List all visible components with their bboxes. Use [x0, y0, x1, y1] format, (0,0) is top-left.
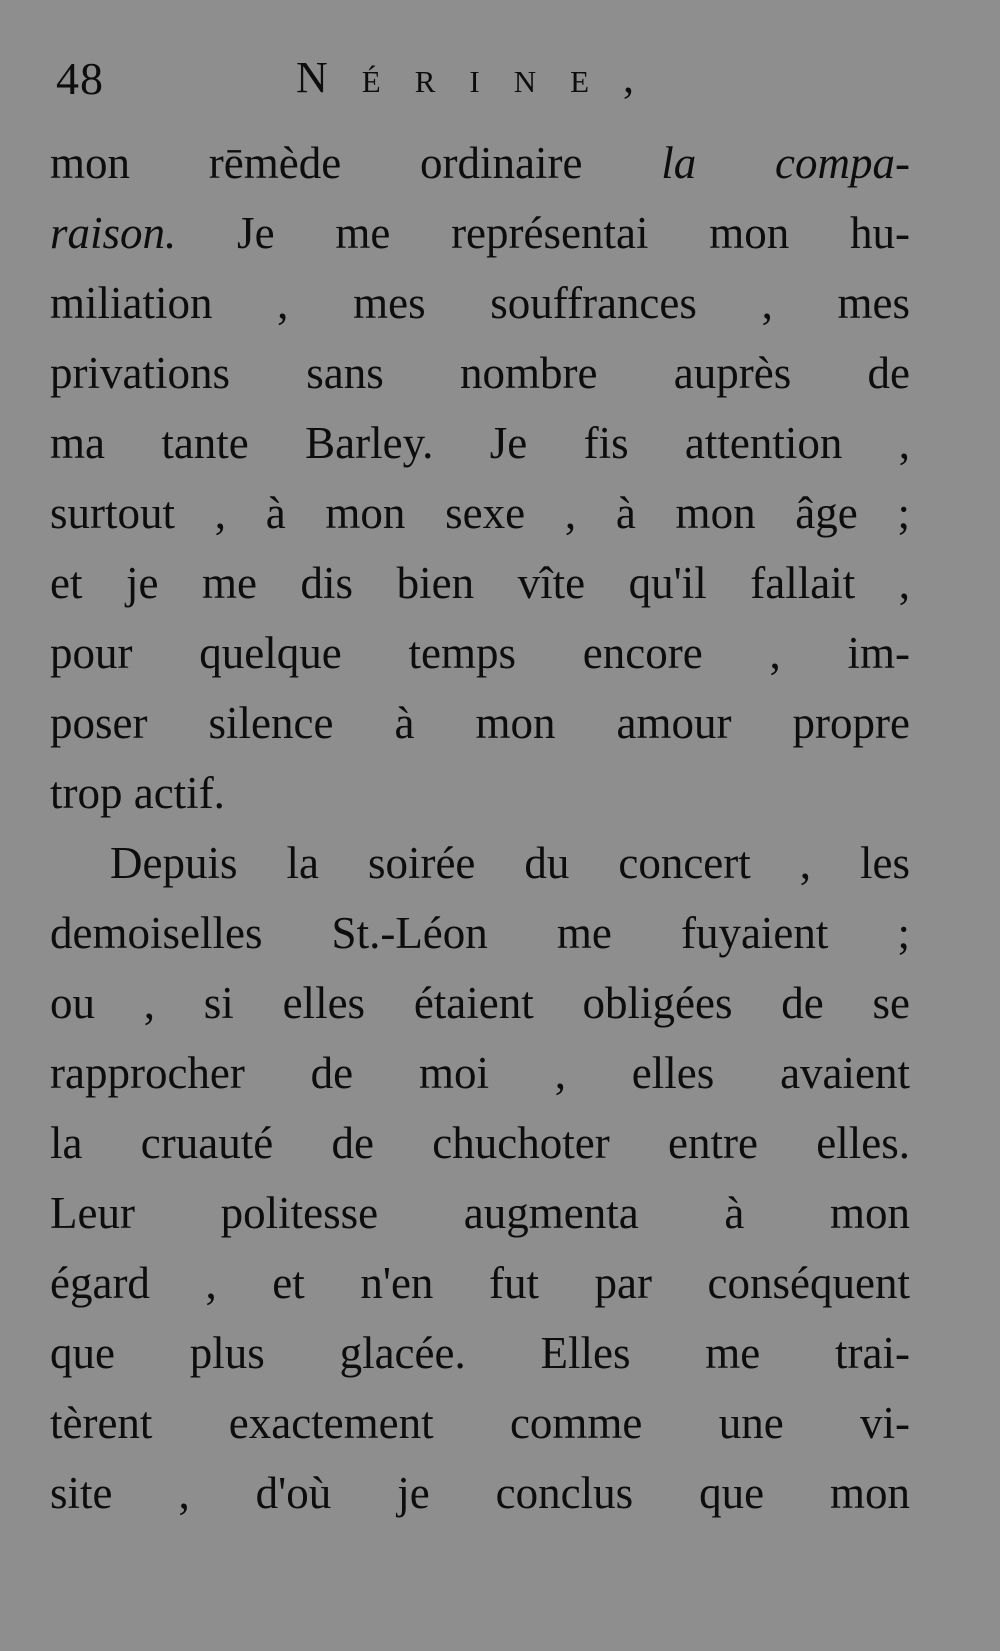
running-title: Nérine,: [296, 53, 669, 102]
text-line: Leur politesse augmenta à mon: [50, 1188, 910, 1238]
text-line: demoiselles St.-Léon me fuyaient ;: [50, 908, 910, 958]
text-line: Depuis la soirée du concert , les: [110, 838, 910, 888]
text-line: que plus glacée. Elles me trai-: [50, 1328, 910, 1378]
text-line: ma tante Barley. Je fis attention ,: [50, 418, 910, 468]
text-line: pour quelque temps encore , im-: [50, 628, 910, 678]
text-line: tèrent exactement comme une vi-: [50, 1398, 910, 1448]
text-line: mon rēmède ordinaire la compa-: [50, 138, 910, 188]
text-line: miliation , mes souffrances , mes: [50, 278, 910, 328]
text-line: rapprocher de moi , elles avaient: [50, 1048, 910, 1098]
text-line: privations sans nombre auprès de: [50, 348, 910, 398]
text-line: trop actif.: [50, 768, 225, 818]
text-line: ou , si elles étaient obligées de se: [50, 978, 910, 1028]
text-line: la cruauté de chuchoter entre elles.: [50, 1118, 910, 1168]
text-line: surtout , à mon sexe , à mon âge ;: [50, 488, 910, 538]
text-line: raison. Je me représentai mon hu-: [50, 208, 910, 258]
text-line: et je me dis bien vîte qu'il fallait ,: [50, 558, 910, 608]
page-header: [56, 52, 916, 122]
text-line: égard , et n'en fut par conséquent: [50, 1258, 910, 1308]
page-number: 48: [56, 53, 104, 104]
text-line: poser silence à mon amour propre: [50, 698, 910, 748]
body-text: [50, 128, 910, 1528]
text-line: site , d'où je conclus que mon: [50, 1468, 910, 1518]
